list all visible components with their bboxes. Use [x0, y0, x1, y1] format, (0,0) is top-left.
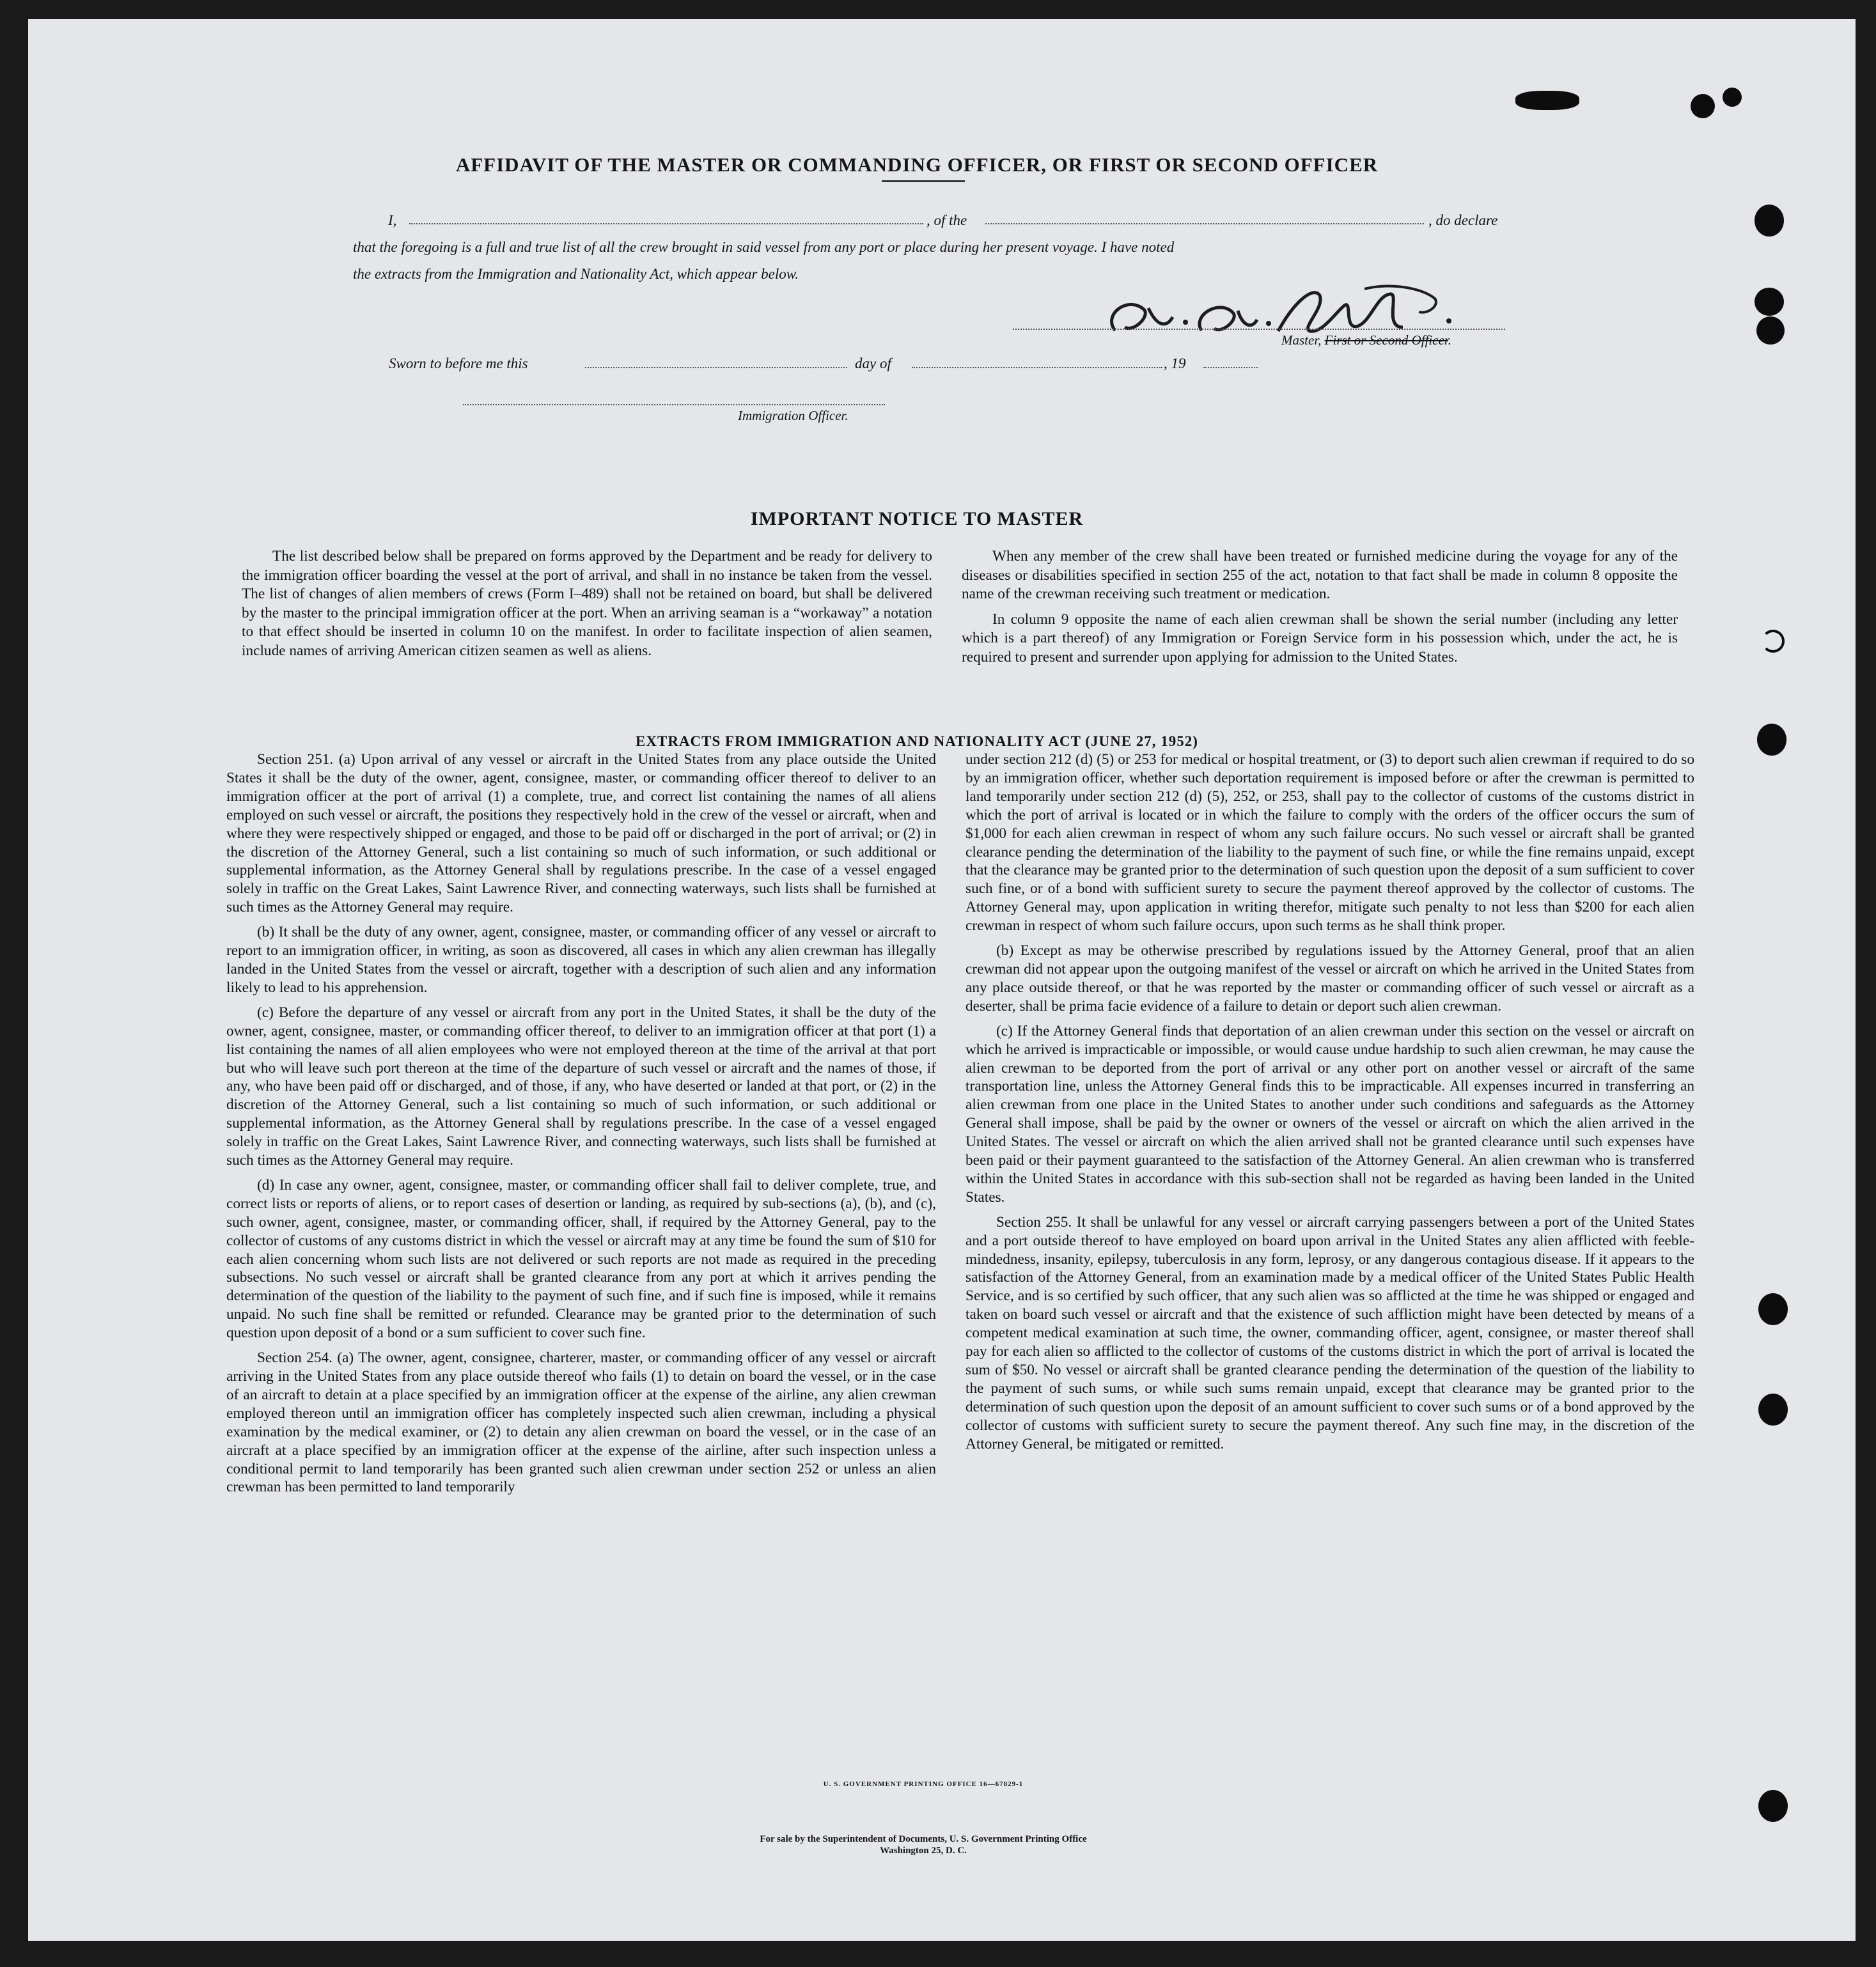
punch-hole [1755, 205, 1784, 237]
punch-hole [1723, 88, 1742, 107]
immigration-officer-caption: Immigration Officer. [738, 408, 848, 423]
signature-caption-period: . [1448, 332, 1451, 348]
vessel-name-blank[interactable] [985, 223, 1424, 224]
notice-right-paragraph-2: In column 9 opposite the name of each alien crewman shall be shown the serial number (including any letter which is a part thereof) of any Immigration or Foreign Service form in his possession which, under the act, he is required to present and surrender upon applying for admission to the United States. [962, 610, 1678, 665]
punch-hole [1758, 1394, 1788, 1426]
punch-hole [1758, 1790, 1788, 1822]
sworn-year-blank[interactable] [1203, 367, 1258, 368]
section-255: Section 255. It shall be unlawful for any vessel or aircraft carrying passengers between a port of the United States and a port outside thereof to have employed on board upon arrival in the United States any alien afflicted with feeble-mindedness, insanity, epilepsy, tuberculosis in any form, leprosy, or any dangerous contagious disease. If it appears to the satisfaction of the Attorney General, from an examination made by a medical officer of the United States Public Health Service, and is so certified by such officer, that any such alien was so afflicted at the time he was shipped or engaged and taken on board such vessel or aircraft and that the existence of such affliction might have been detected by means of a competent medical examination at such time, the owner, commanding officer, agent, consignee, or master thereof shall pay for each alien so afflicted to the collector of customs of the customs district in which the port of arrival is located the sum of $50. No vessel or aircraft shall be granted clearance pending the determination of the question of the liability to the payment of such sums, or while such sums remain unpaid, except that clearance may be granted prior to the determination of such question upon the deposit of an amount sufficient to cover such sums or of a bond approved by the collector of customs with sufficient surety to secure the payment thereof. Any such fine may, in the discretion of the Attorney General, be mitigated or remitted. [965, 1213, 1694, 1452]
section-254-a-continued: under section 212 (d) (5) or 253 for medical or hospital treatment, or (3) to deport such alien crewman if required to do so by an immigration officer, whether such deportation requirement is imposed before or after the crewman is permitted to land temporarily under section 212 (d) (5), 252, or 253, shall pay to the collector of customs of the customs district in which the port of arrival is located or in which the failure to comply with the orders of the officer occurs the sum of $1,000 for each alien crewman in respect of whom any such failure occurs. No such vessel or aircraft shall be granted clearance pending the determination of the liability to the payment of such fine, or while the fine remains unpaid, except that the clearance may be granted prior to the determination of such question upon the deposit of a sum sufficient to cover such fine, or of a bond with sufficient surety to secure the payment thereof approved by the collector of customs. The Attorney General may, upon application in writing therefor, mitigate such penalty to not less than $200 for each alien crewman in respect of whom such failure occurs, upon such terms as he shall think proper. [965, 751, 1694, 935]
signature-line [1013, 329, 1505, 330]
section-251-d: (d) In case any owner, agent, consignee, master, or commanding officer shall fail to deliver complete, true, and correct lists or reports of aliens, or to report cases of desertion or landing, as required by sub-sections (a), (b), and (c), such owner, agent, consignee, master, or commanding officer, shall, if required by the Attorney General, pay to the collector of customs of any customs district in which the vessel or aircraft may at any time be found the sum of $10 for each alien concerning whom such lists are not delivered or such reports are not made as required in the preceding subsections. No such vessel or aircraft shall be granted clearance from any port at which it arrives pending the determination of the question of the liability to the payment of such fine, and if such fine is imposed, while it remains unpaid. No such fine shall be remitted or refunded. Clearance may be granted prior to the determination of such question upon deposit of a bond or a sum sufficient to cover such fine. [226, 1176, 936, 1342]
immigration-officer-signature-line[interactable] [463, 404, 885, 405]
punch-hole [1757, 724, 1786, 756]
declaration-of-the: , of the [926, 212, 967, 228]
declaration-i: I, [388, 212, 397, 228]
notice-right-column [962, 547, 1678, 667]
punch-hole [1758, 1293, 1788, 1325]
punch-hole [1755, 288, 1784, 316]
footer [604, 1833, 1243, 1856]
affidavit-title: AFFIDAVIT OF THE MASTER OR COMMANDING OFFICER, OR FIRST OR SECOND OFFICER [455, 153, 1379, 176]
printing-office-imprint: U. S. GOVERNMENT PRINTING OFFICE 16—67829-1 [823, 1780, 1024, 1788]
sworn-label: Sworn to before me this [389, 355, 528, 371]
sworn-month-blank[interactable] [912, 367, 1162, 368]
ink-blot-mark [1515, 91, 1579, 110]
signature-caption-struck: First or Second Officer [1324, 332, 1448, 348]
year-label: , 19 [1164, 355, 1186, 371]
section-254-a: Section 254. (a) The owner, agent, consignee, charterer, master, or commanding officer of any vessel or aircraft arriving in the United States from any place outside thereof who fails (1) to detain on board the vessel, or in the case of an aircraft to detain at a place specified by an immigration officer at the expense of the airline, any alien crewman employed thereon until an immigration officer has completely inspected such alien crewman, including a physical examination by the medical examiner, or (2) to detain any alien crewman on board the vessel, or in the case of an aircraft at a place specified by an immigration officer at the expense of the airline, after such inspection unless a conditional permit to land temporarily has been granted such alien crewman under section 252 or unless an alien crewman has been permitted to land temporarily [226, 1349, 936, 1496]
section-254-b: (b) Except as may be otherwise prescribed by regulations issued by the Attorney General, proof that an alien crewman did not appear upon the outgoing manifest of the vessel or aircraft on which he arrived in the United States from any place outside thereof, or that he was reported by the master or commanding officer of such vessel or aircraft as a deserter, shall be prima facie evidence of a failure to detain or deport such alien crewman. [965, 942, 1694, 1015]
declaration-do-declare: , do declare [1428, 212, 1498, 228]
sworn-day-blank[interactable] [585, 367, 847, 368]
extracts-right-column [965, 750, 1694, 1454]
punch-hole-partial [1762, 630, 1785, 653]
extracts-title: EXTRACTS FROM IMMIGRATION AND NATIONALITY ACT (JUNE 27, 1952) [636, 733, 1198, 749]
declaration-line-3: the extracts from the Immigration and Nationality Act, which appear below. [353, 266, 799, 282]
notice-title: IMPORTANT NOTICE TO MASTER [750, 508, 1084, 529]
title-underline [882, 180, 965, 182]
punch-hole [1756, 316, 1785, 345]
section-251-b: (b) It shall be the duty of any owner, agent, consignee, master, or commanding officer of any vessel or aircraft to report to an immigration officer, in writing, as soon as discovered, all cases in which any alien crewman has illegally landed in the United States from the vessel or aircraft, together with a description of such alien and any information likely to lead to his apprehension. [226, 924, 936, 996]
document-page [28, 19, 1856, 1941]
section-254-c: (c) If the Attorney General finds that deportation of an alien crewman under this section on the vessel or aircraft on which he arrived is impracticable or impossible, or would cause undue hardship to such alien crewman, he may cause the alien crewman to be deported from the port of arrival or any other port on another vessel or aircraft of the same transportation line, unless the Attorney General finds this to be impracticable. All expenses incurred in transferring an alien crewman from one place in the United States to another under such conditions and safeguards as the Attorney General shall impose, shall be paid by the owner or owners of the vessel or aircraft on which the alien arrived in the United States. The vessel or aircraft on which the alien arrived shall not be granted clearance until such expenses have been paid or their payment guaranteed to the satisfaction of the Attorney General. An alien crewman who is transferred within the United States in accordance with this sub-section shall not be regarded as having been landed in the United States. [965, 1022, 1694, 1206]
section-251-a: Section 251. (a) Upon arrival of any vessel or aircraft in the United States from any place outside the United States it shall be the duty of the owner, agent, consignee, master, or commanding officer thereof to deliver to an immigration officer at the port of arrival (1) a complete, true, and correct list containing the names of all aliens employed on such vessel or aircraft, the positions they respectively hold in the crew of the vessel or aircraft, when and where they were respectively shipped or engaged, and those to be paid off or discharged in the port of arrival; or (2) in the discretion of the Attorney General, such a list containing so much of such information, or such additional or supplemental information, as the Attorney General shall by regulations prescribe. In the case of a vessel engaged solely in traffic on the Great Lakes, Saint Lawrence River, and connecting waterways, such lists shall be furnished at such times as the Attorney General may require. [226, 751, 936, 916]
day-of-label: day of [855, 355, 891, 371]
extracts-left-column [226, 750, 936, 1497]
section-251-c: (c) Before the departure of any vessel or aircraft from any port in the United States, it shall be the duty of the owner, agent, consignee, master, or commanding officer thereof, to deliver to an immigration officer at that port (1) a list containing the names of all alien employees who were not employed thereon at the time of the arrival at that port but who will leave such port thereon at the time of the departure of such vessel or aircraft and the names of those, if any, who have been paid off or discharged, and of those, if any, who have deserted or landed at that port, or (2) in the discretion of the Attorney General, such a list containing so much of such information, or such additional or supplemental information, as the Attorney General shall by regulations prescribe. In the case of a vessel engaged solely in traffic on the Great Lakes, Saint Lawrence River, and connecting waterways, such lists shall be furnished at such times as the Attorney General may require. [226, 1004, 936, 1169]
punch-hole [1691, 94, 1715, 118]
declarant-name-blank[interactable] [409, 223, 923, 224]
declaration-line-2: that the foregoing is a full and true list of all the crew brought in said vessel from any port or place during her present voyage. I have noted [353, 239, 1175, 255]
signature-caption [1281, 332, 1451, 348]
notice-left-column [242, 547, 932, 661]
notice-right-paragraph-1: When any member of the crew shall have been treated or furnished medicine during the voyage for any of the diseases or disabilities specified in section 255 of the act, notation to that fact shall be made in column 8 opposite the name of the crewman receiving such treatment or medication. [962, 548, 1678, 603]
signature-caption-master: Master, [1281, 332, 1325, 348]
footer-line-1: For sale by the Superintendent of Documents, U. S. Government Printing Office [760, 1834, 1087, 1844]
notice-left-paragraph: The list described below shall be prepared on forms approved by the Department and be ready for delivery to the immigration officer boarding the vessel at the port of arrival, and shall in no instance be taken from the vessel. The list of changes of alien members of crews (Form I–489) shall not be retained on board, but shall be delivered by the master to the principal immigration officer at the port. When an arriving seaman is a “workaway” a notation to that effect should be inserted in column 10 on the manifest. In order to facilitate inspection of alien seamen, include names of arriving American citizen seamen as well as aliens. [242, 548, 932, 659]
footer-line-2: Washington 25, D. C. [880, 1846, 967, 1856]
